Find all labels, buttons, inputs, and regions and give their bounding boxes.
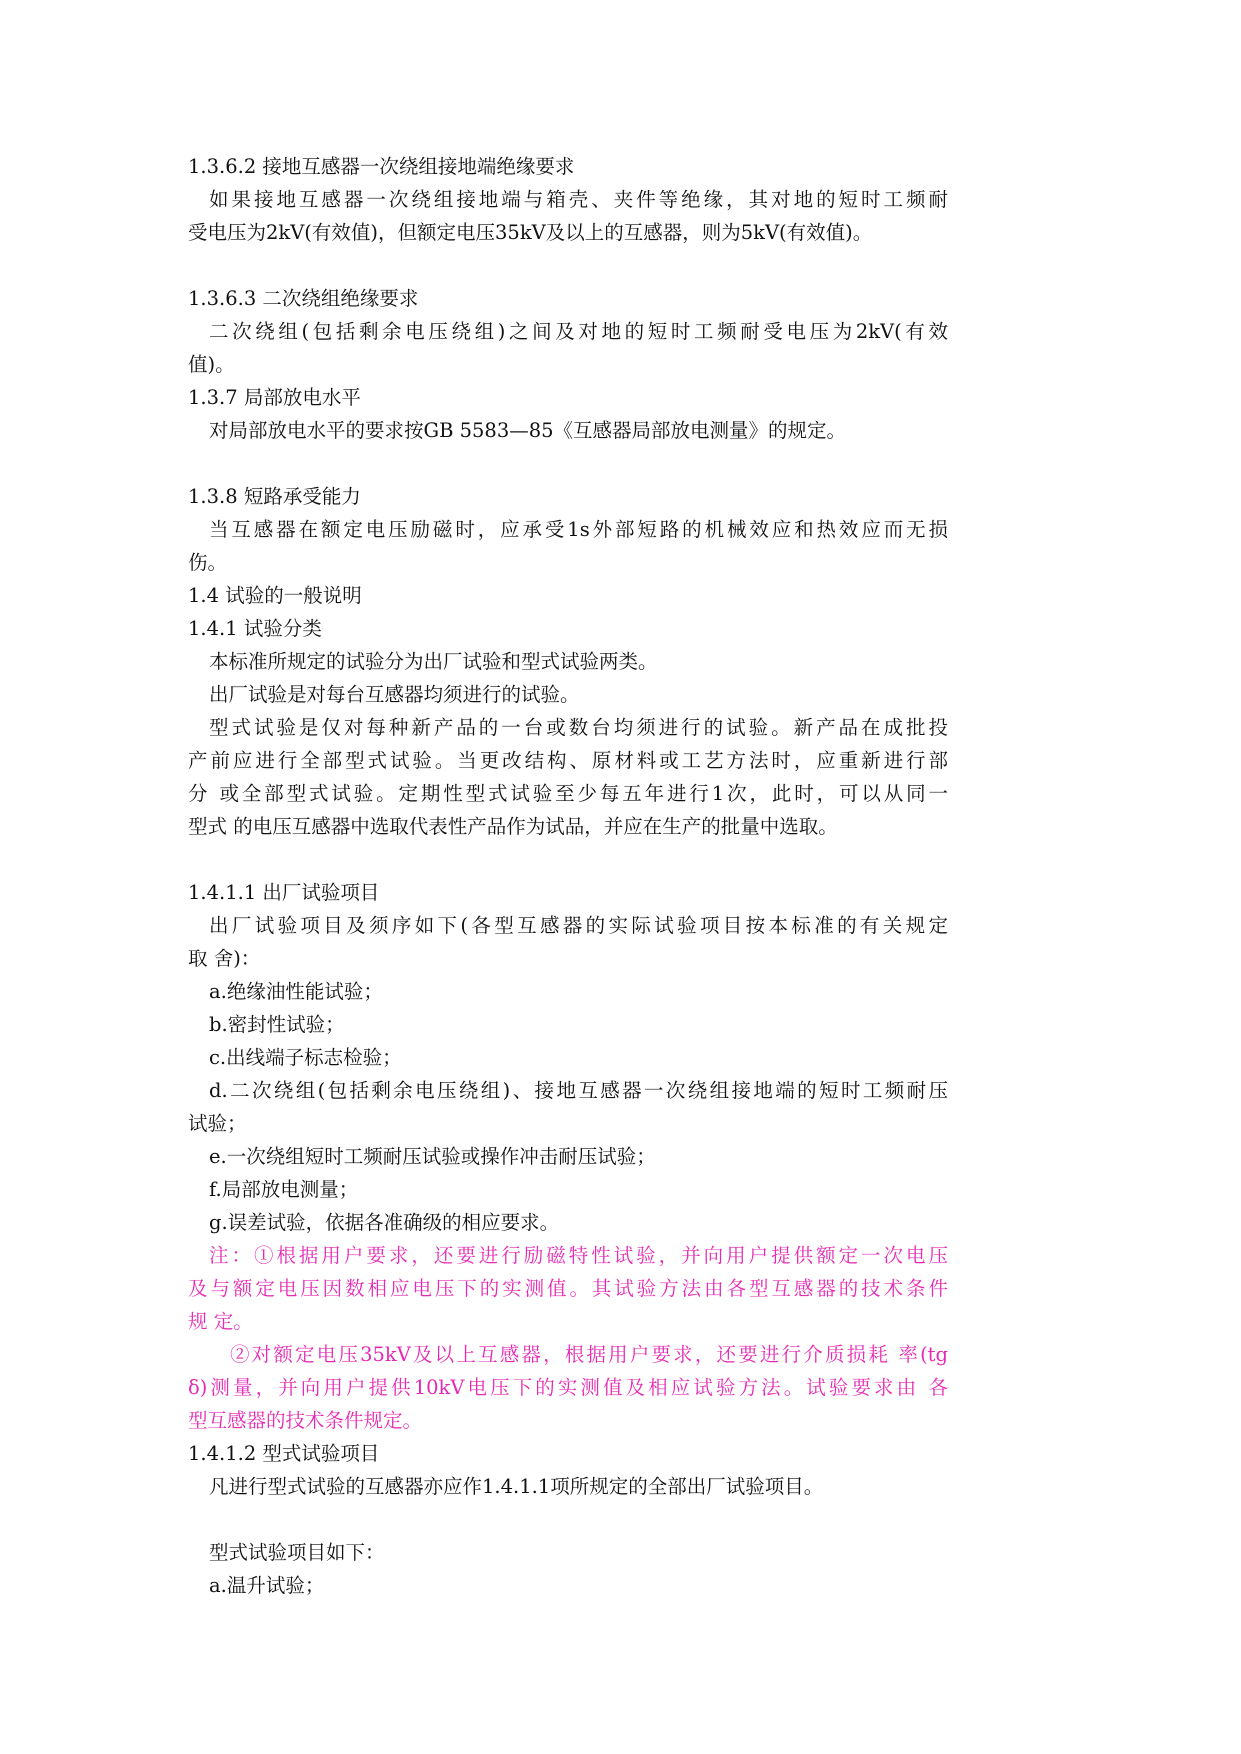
list-item: a.绝缘油性能试验； [209,980,383,1003]
list-item: b.密封性试验； [209,1013,345,1036]
note-line: 注：①根据用户要求，还要进行励磁特性试验，并向用户提供额定一次电压 [209,1244,948,1267]
paragraph-line: 本标准所规定的试验分为出厂试验和型式试验两类。 [209,650,658,673]
section-heading-1-3-6-2: 1.3.6.2 接地互感器一次绕组接地端绝缘要求 [188,155,575,178]
paragraph-line: 分 或全部型式试验。定期性型式试验至少每五年进行1次，此时，可以从同一 [188,782,948,805]
paragraph-line: 如果接地互感器一次绕组接地端与箱壳、夹件等绝缘，其对地的短时工频耐 [209,188,948,211]
list-item: e.一次绕组短时工频耐压试验或操作冲击耐压试验； [209,1145,656,1168]
paragraph-line: 受电压为2kV(有效值)，但额定电压35kV及以上的互感器，则为5kV(有效值)。 [188,221,873,244]
paragraph-line: 型式试验项目如下： [209,1541,385,1564]
paragraph-line: 凡进行型式试验的互感器亦应作1.4.1.1项所规定的全部出厂试验项目。 [209,1475,824,1498]
blank-line [188,249,948,282]
paragraph-line: 当互感器在额定电压励磁时，应承受1s外部短路的机械效应和热效应而无损 [209,518,948,541]
document-page [188,150,948,1602]
section-heading-1-3-6-3: 1.3.6.3 二次绕组绝缘要求 [188,287,419,310]
list-item: c.出线端子标志检验； [209,1046,402,1069]
section-heading-1-4: 1.4 试验的一般说明 [188,584,362,607]
paragraph-line: 取 舍)： [188,947,261,970]
paragraph-line: 二次绕组(包括剩余电压绕组)之间及对地的短时工频耐受电压为2kV(有效 [209,320,948,343]
paragraph-line: 值)。 [188,353,235,376]
paragraph-line: 出厂试验项目及须序如下(各型互感器的实际试验项目按本标准的有关规定 [209,914,948,937]
note-line: 型互感器的技术条件规定。 [188,1409,423,1432]
section-heading-1-4-1-2: 1.4.1.2 型式试验项目 [188,1442,380,1465]
list-item: a.温升试验； [209,1574,325,1597]
section-heading-1-3-8: 1.3.8 短路承受能力 [188,485,361,508]
note-line: 规 定。 [188,1310,253,1333]
list-item: f.局部放电测量； [209,1178,359,1201]
section-heading-1-3-7: 1.3.7 局部放电水平 [188,386,361,409]
list-item: d.二次绕组(包括剩余电压绕组)、接地互感器一次绕组接地端的短时工频耐压 [209,1079,948,1102]
note-line: 及与额定电压因数相应电压下的实测值。其试验方法由各型互感器的技术条件 [188,1277,948,1300]
paragraph-line: 型式试验是仅对每种新产品的一台或数台均须进行的试验。新产品在成批投 [209,716,948,739]
blank-line [188,447,948,480]
paragraph-line: 产前应进行全部型式试验。当更改结构、原材料或工艺方法时，应重新进行部 [188,749,948,772]
paragraph-line: 对局部放电水平的要求按GB 5583—85《互感器局部放电测量》的规定。 [209,419,847,442]
list-item: g.误差试验，依据各准确级的相应要求。 [209,1211,560,1234]
note-line: δ)测量，并向用户提供10kV电压下的实测值及相应试验方法。试验要求由 各 [188,1376,948,1399]
list-item-continuation: 试验； [188,1112,247,1135]
section-heading-1-4-1-1: 1.4.1.1 出厂试验项目 [188,881,380,904]
paragraph-line: 型式 的电压互感器中选取代表性产品作为试品，并应在生产的批量中选取。 [188,815,838,838]
paragraph-line: 伤。 [188,551,228,574]
paragraph-line: 出厂试验是对每台互感器均须进行的试验。 [209,683,580,706]
section-heading-1-4-1: 1.4.1 试验分类 [188,617,322,640]
blank-line [188,843,948,876]
note-line: ②对额定电压35kV及以上互感器，根据用户要求，还要进行介质损耗 率(tg [230,1343,948,1366]
blank-line [188,1503,948,1536]
